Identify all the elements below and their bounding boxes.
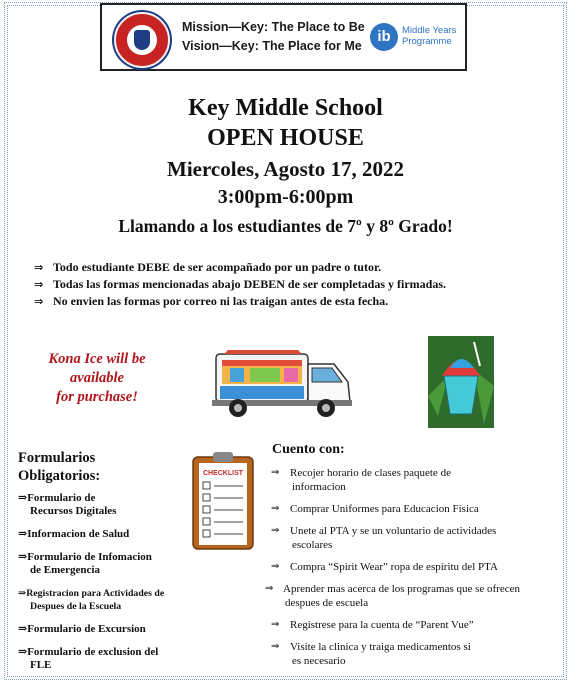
arrow-icon: ⇒: [34, 278, 44, 291]
notes-list: [34, 259, 446, 310]
snow-cone-image: [428, 336, 494, 428]
checklist-label: CHECKLIST: [202, 470, 244, 477]
list-item: ⇒ Visite la clinica y traiga medicamentos si es necesario: [271, 641, 471, 667]
cuento-con-list: [265, 466, 555, 676]
ib-logo: ib: [370, 23, 398, 51]
list-item: ⇒ Unete al PTA y se un voluntario de actividades escolares: [271, 525, 497, 551]
arrow-icon: ⇒: [271, 467, 280, 478]
ib-program-label: Middle Years Programme: [402, 25, 457, 47]
cuento-con-title: Cuento con:: [272, 442, 345, 457]
required-forms-title: Formularios Obligatorios:: [18, 450, 101, 484]
event-title: OPEN HOUSE: [207, 125, 364, 151]
arrow-icon: ⇒: [271, 619, 280, 630]
list-item: ⇒ Registrese para la cuenta de “Parent Vue”: [271, 619, 474, 631]
event-date: Miercoles, Agosto 17, 2022: [167, 157, 404, 181]
list-item: ⇒Registracion para Actividades de Despues de la Escuela: [18, 588, 165, 612]
arrow-icon: ⇒: [271, 561, 280, 572]
list-item: ⇒Formulario de exclusion del FLE: [18, 646, 159, 671]
school-name: Key Middle School: [188, 95, 383, 121]
required-forms-list: [18, 492, 198, 682]
food-truck-image: [208, 340, 358, 422]
list-item: ⇒ Todo estudiante DEBE de ser acompañado por un padre o tutor.: [34, 260, 382, 274]
checklist-clipboard-image: [191, 449, 255, 551]
arrow-icon: ⇒: [271, 641, 280, 652]
list-item: ⇒ Aprender mas acerca de los programas que se ofrecen despues de escuela: [265, 583, 520, 609]
grade-callout: Llamando a los estudiantes de 7º y 8º Grado!: [118, 216, 453, 236]
mission-vision: [182, 18, 365, 56]
mission-text: Mission—Key: The Place to Be: [182, 20, 365, 34]
list-item: ⇒ Compra “Spirit Wear” ropa de espíritu del PTA: [271, 561, 498, 573]
list-item: ⇒Formulario de Excursion: [18, 623, 146, 635]
list-item: ⇒Formulario de Infomacion de Emergencia: [18, 551, 152, 576]
school-seal-logo: [114, 12, 170, 68]
list-item: ⇒ Recojer horario de clases paquete de informacion: [271, 467, 451, 493]
arrow-icon: ⇒: [34, 295, 44, 308]
vision-text: Vision—Key: The Place for Me: [182, 39, 362, 53]
arrow-icon: ⇒: [271, 503, 280, 514]
list-item: ⇒ Todas las formas mencionadas abajo DEBEN de ser completadas y firmadas.: [34, 277, 447, 291]
arrow-icon: ⇒: [271, 525, 280, 536]
arrow-icon: ⇒: [34, 261, 44, 274]
event-time: 3:00pm-6:00pm: [217, 186, 354, 208]
list-item: ⇒ No envien las formas por correo ni las traigan antes de esta fecha.: [34, 294, 389, 308]
arrow-icon: ⇒: [265, 583, 274, 594]
list-item: ⇒Formulario de Recursos Digitales: [18, 492, 117, 517]
list-item: ⇒ Comprar Uniformes para Educacion Física: [271, 503, 479, 515]
header-banner: [100, 3, 467, 71]
kona-ice-note: Kona Ice will be available for purchase!: [48, 351, 146, 405]
list-item: ⇒Informacion de Salud: [18, 528, 130, 540]
